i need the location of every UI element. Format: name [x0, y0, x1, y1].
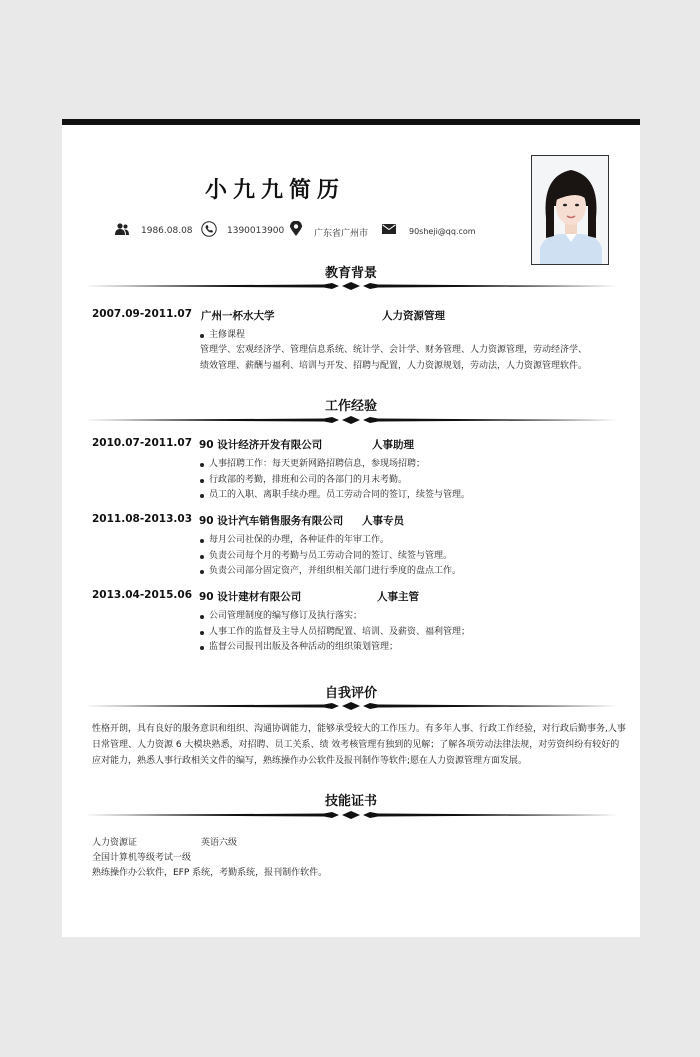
self-eval-line-3: 应对能力，熟悉人事行政相关文件的编写，熟练操作办公软件及报刊制作等软件;愿在人力资源管理方面发展。 [92, 756, 528, 766]
job-date: 2013.04-2015.06 [92, 589, 193, 601]
education-date: 2007.09-2011.07 [92, 308, 193, 320]
job-duty: 公司管理制度的编写修订及执行落实； [200, 609, 470, 625]
mail-icon [382, 224, 396, 234]
job-duty: 人事工作的监督及主导人员招聘配置、培训、及薪资、福利管理； [200, 625, 470, 641]
job-duties-list [200, 609, 470, 656]
job-date: 2010.07-2011.07 [92, 437, 193, 449]
birthdate: 1986.08.08 [141, 226, 193, 236]
job-duty: 人事招聘工作：每天更新网路招聘信息，参现场招聘； [200, 457, 470, 473]
section-divider [84, 811, 618, 819]
job-duty: 监督公司报刊出版及各种活动的组织策划管理； [200, 640, 470, 656]
location: 广东省广州市 [314, 229, 369, 239]
cert-software: 熟练操作办公软件，EFP 系统，考勤系统，报刊制作软件。 [92, 868, 328, 878]
job-duties-list [200, 457, 470, 504]
job-duty: 行政部的考勤，排班和公司的各部门的月末考勤。 [200, 473, 470, 489]
course-line-1: 管理学、宏观经济学、管理信息系统、统计学、会计学、财务管理、人力资源管理，劳动经济学、 [200, 345, 588, 355]
email: 90sheji@qq.com [409, 227, 476, 236]
users-icon [115, 223, 129, 235]
section-title-self: 自我评价 [324, 686, 377, 701]
profile-photo [531, 155, 609, 265]
education-school: 广州一杯水大学 [201, 310, 275, 322]
section-title-skills: 技能证书 [324, 794, 377, 809]
job-position: 人事专员 [362, 515, 404, 527]
job-position: 人事助理 [372, 439, 414, 451]
section-title-work: 工作经验 [324, 399, 377, 414]
section-title-education: 教育背景 [324, 266, 377, 281]
course-line-2: 绩效管理、薪酬与福利、培训与开发、招聘与配置，人力资源规划，劳动法，人力资源管理软件。 [200, 361, 588, 371]
job-company: 90 设计建材有限公司 [199, 591, 302, 603]
job-duty: 负责公司部分固定资产，并组织相关部门进行季度的盘点工作。 [200, 564, 461, 580]
job-duty: 员工的入职、离职手续办理。员工劳动合同的签订，续签与管理。 [200, 488, 470, 504]
job-duty: 每月公司社保的办理，各种证件的年审工作。 [200, 533, 461, 549]
section-divider [84, 702, 618, 710]
education-major: 人力资源管理 [382, 310, 445, 322]
job-date: 2011.08-2013.03 [92, 513, 193, 525]
location-pin-icon [290, 221, 302, 236]
portrait-image [532, 156, 609, 265]
cert-hr: 人力资源证 [92, 838, 138, 848]
job-company: 90 设计汽车销售服务有限公司 [199, 515, 344, 527]
job-company: 90 设计经济开发有限公司 [199, 439, 323, 451]
job-duty: 负责公司每个月的考勤与员工劳动合同的签订、续签与管理。 [200, 549, 461, 565]
cert-english: 英语六级 [201, 838, 238, 848]
course-label: 主修课程 [200, 328, 245, 344]
self-eval-line-2: 日常管理、人力资源 6 大模块熟悉，对招聘、员工关系、绩 效考核管理有独到的见解；了解各项劳动法律法规，对劳资纠纷有较好的 [92, 740, 620, 750]
job-position: 人事主管 [377, 591, 419, 603]
job-duties-list [200, 533, 461, 580]
self-eval-line-1: 性格开朗，具有良好的服务意识和组织、沟通协调能力，能够承受较大的工作压力。有多年人事、行政工作经验，对行政后勤事务,人事 [92, 724, 626, 734]
section-divider [84, 416, 618, 424]
phone-number: 1390013900 [227, 226, 285, 236]
cert-computer: 全国计算机等级考试一级 [92, 853, 192, 863]
phone-icon [201, 221, 217, 237]
resume-page [62, 119, 640, 937]
resume-title: 小九九简历 [205, 178, 346, 203]
section-divider [84, 282, 618, 290]
